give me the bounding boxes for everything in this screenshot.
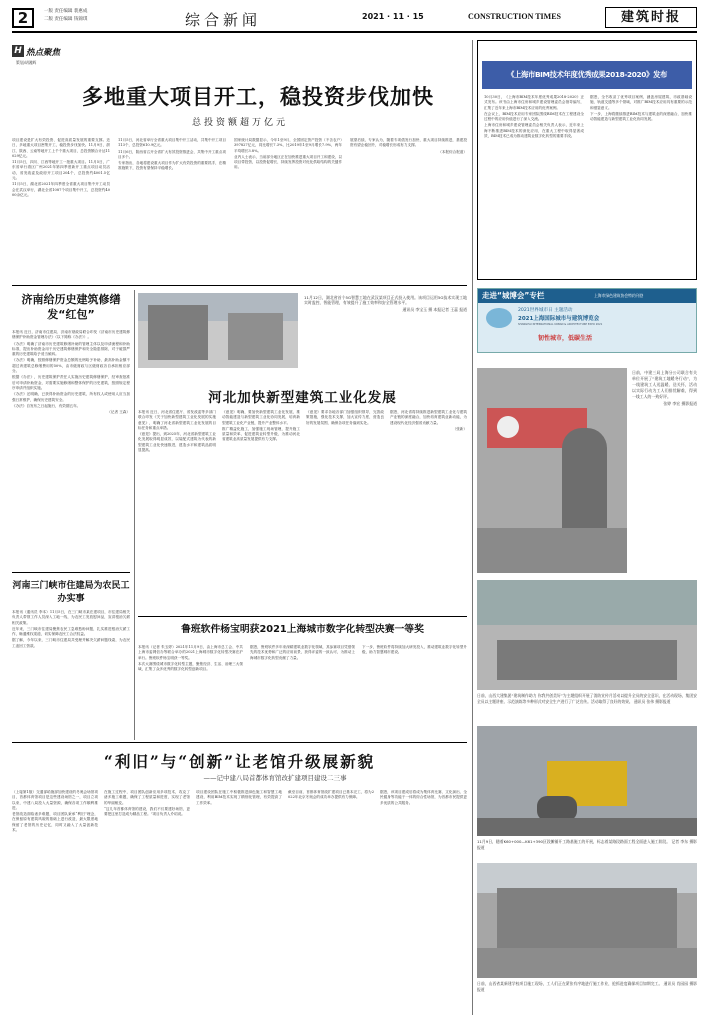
warm-winter-caption: 日前，中建三局上海分公司联合有关单位开展了“建筑工地暖冬行动”，为一线建筑工人送温暖、送关怀，活动以实际行动为工人们排忧解难，得到一线工人的一致好评。 张婷 李宏 摄影报道 (632, 370, 697, 406)
luban-body-col-3: 下一步，鲁班软件将持续加大研发投入，推动建筑业数字化转型升级，助力智慧城市建设。 (362, 645, 467, 655)
editor-line-2: 二版 责任编辑 钱锦琪 (44, 17, 88, 22)
issue-date: 2021 · 11 · 15 (362, 12, 424, 21)
expo-slogan: 韧性城市，低碳生活 (538, 335, 593, 342)
photo-road (477, 818, 697, 836)
roller-caption: 11月9日，随着K60+000—K61+390区段摊铺开工路基施工的开展，标志着某路段路面工程全面进入施工阶段。 记者 李东 摄影报道 (477, 839, 697, 850)
kicker-badge: H (12, 45, 24, 57)
photo-ground (477, 528, 627, 573)
feature-body-col-2: 在施工过程中，项目团队创新应用多项技术，攻克了诸多施工难题，确保了工程质量和进度，实现了老馆的华丽蜕变。 “这几年首都体育馆的建设，我们不仅要建好场馆，更要把这里打造成为精品工程。”项目负责人介绍说。 (104, 790, 190, 817)
expo-event-line-2: 2021上海国际城市与建筑博览会 (518, 316, 600, 322)
jinan-body: 本报讯 近日，济南市住建局、济南市财政局联合印发《济南市历史建筑修缮保护补助资金管理办法》（以下简称《办法》）。 《办法》明确了济南市历史建筑修缮补助的管理主体以及申请流程和补助标准，提出补助资金用于历史建筑修缮保护和安全隐患排除，对于破损严重的历史建筑给予适当倾斜。 《办法》明确，按照修缮保护资金总额的比例给予补助，最高补助金额不超过该建筑总修缮费用的50%，由市级财政与区级财政各自承担相应部分。 根据《办法》，历史建筑保护责任人实施历史建筑修缮保护，经审查批准后可申请补助资金，对需要实施修缮和整体保护的历史建筑，按照规定程序申请并组织实施。 《办法》还明确，已获得补助资金的历史建筑，所有权人或使用人应当加强日常维护，确保历史建筑安全。 《办法》自发布之日起施行，有效期五年。 （记者 王森） (12, 330, 130, 415)
lead-subheadline: 总投资额超万亿元 (192, 118, 289, 128)
roller-credit: 记者 李东 摄影报道 (477, 839, 697, 850)
sanmenxia-headline: 河南三门峡市住建局为农民工办实事 (12, 581, 130, 604)
masthead (0, 0, 708, 33)
luban-body-col-1: 本报讯（记者 朱玉婷）2021年11月9日，由上海市总工会、中共上海市委网信办等联合举办的2021上海城市数字化转型决赛在沪举行。鲁班软件杨宝明获一等奖。 本次大赛围绕城市数字化转型主题，聚焦经济、生活、治理三大领域，汇集了众多优秀的数字化转型创新项目。 (138, 645, 243, 672)
photo-building-2 (228, 313, 283, 360)
expo-event-en: SHANGHAI INTERNATIONAL URBAN & ARCHITECTURE EXPO 2021 (518, 323, 603, 326)
jinan-bottom-rule (12, 572, 130, 573)
feature-top-rule (12, 742, 467, 743)
bim-body-col-1: 10月30日，《上海市BIM技术年度优秀成果2018-2020》正式发布。该书由上海市住房和城乡建设管理委员会指导编写，汇集了近年来上海市BIM技术应用的优秀案例。 在会议上，BIM技术应用专家团队围绕BIM技术在工程建设全过程中的应用价值进行了深入交流。 上海市住房和城乡建设管理委员会相关负责人表示，近年来上海不断推进BIM技术的深化应用，在重大工程中取得显著成效，BIM技术已成为推动建筑业数字化转型的重要手段。 (484, 95, 584, 139)
feature-body-col-3: 项目建设团队在施工中积极推进绿色施工和智慧工地建设，利用BIM技术实现了精细化管理，有效提高了工作效率。 (196, 790, 282, 805)
expo-ad-title: 走进“城博会”专栏 (482, 291, 545, 300)
feature-body-col-1: （上接第1版）交通部给施部加快建设的冬奥会场馆项目，首都体育馆项目是这些建设场馆之一，项目立项以来，中建八局投入大量资源，确保各项工作顺利推进。 老馆改造面临诸多难题，项目团队秉承“利旧”理念，在保留原有建筑风貌的基础上进行改造，最大限度地保留了老馆的历史记忆，同时又融入了大量创新技术。 (12, 790, 98, 833)
shanxi-photo (477, 580, 697, 690)
hebei-body-col-4: 据悉，河北省将持续推进新型建筑工业化与建筑产业链的深度融合，加快培育建筑业新动能，为建设现代化经济强省贡献力量。 （张新） (390, 410, 467, 431)
lead-story (12, 43, 467, 283)
hebei-body-col-3: 《意见》要求各地各部门加强组织领导，完善政策措施，强化技术支撑，加大宣传力度，营造良好的发展氛围，确保各项任务落到实处。 (306, 410, 384, 425)
masthead-rule (12, 31, 697, 33)
bim-body-col-2: 据悉，全书收录了优秀项目案例，涵盖房屋建筑、市政基础设施、轨道交通等多个领域，对推广BIM技术应用具有重要的示范和借鉴意义。 下一步，上海将继续推进BIM技术与建筑业的深度融合，加快推动智能建造与新型建筑工业化协同发展。 (590, 95, 692, 122)
feature-subheadline: ——记中建八局首都体育馆改扩建项目建设二三事 (203, 774, 347, 782)
section-title: 综合新闻 (185, 11, 262, 29)
lead-body-col-4: 展望后续，专家认为，随着专项债发行加快、重大项目持续推进，基建投资有望企稳回升，对稳增长形成有力支撑。 （本报综合报道） (350, 138, 467, 154)
sanmenxia-story (12, 578, 130, 738)
paper-name-en: CONSTRUCTION TIMES (468, 12, 561, 21)
smart-site-credit: 通讯员 李宝玉 摄 本报记者 王蕊 报道 (402, 306, 467, 312)
feature-body-col-5: 据悉，该项目建成后将成为集体育比赛、文化演出、全民健身等功能于一体的综合性场馆，为首都市民提供更多优质的公共服务。 (380, 790, 467, 805)
heart-icon (497, 416, 519, 438)
lead-body-col-3: 国家统计局数据显示，今年1至9月，全国固定资产投资（不含农户）397827亿元，同比增长7.3%，比2019年1至9月增长7.9%，两年平均增长3.8%。 业内人士表示，当前部分地区正在加快推进重大项目开工和建设，以项目带投资，以投资促增长，持续发挥投资对优化供给结构的关键作用。 (234, 138, 342, 170)
hebei-headline: 河北加快新型建筑工业化发展 (208, 390, 397, 406)
feature-body-col-4: 截至目前，首都体育馆改扩建项目已基本完工，将为2022年北京冬奥会的成功举办提供有力保障。 (288, 790, 374, 800)
lead-headline: 多地重大项目开工，稳投资步伐加快 (82, 85, 434, 109)
luban-top-rule (138, 616, 467, 617)
smart-site-caption: 11月12日，湖北省首个5G智慧工地在武汉某项目正式投入使用。该项目运用5G技术实现工地实时监控、智能管理，有效提升了施工效率和安全管理水平。 通讯员 李宝玉 摄 本报记者 王蕊 报道 (304, 295, 467, 312)
lead-body-col-1: 项目建设是扩大有效投资、促进高质量发展的重要支撑。近日，多地重大项目密集开工，稳投资步伐加快。11月9日，浙江、陕西、云南等地开工上千个重大项目，总投资额合计达11029亿元。 11月5日，四川、江西等地开工一批重大项目。11月5日，广东省举行湾区广州2021年第四季度新开工重点项目动员活动，省发改委及政府开工项目204个，总投资约4001.5亿元。 11月5日，湖北省2021年四季度全省重大项目集中开工动员会在武汉举行，湖北全省1087个项目集中开工，总投资约4000余亿元。 (12, 138, 110, 197)
page-number: 2 (17, 9, 29, 27)
photo-school-ground (477, 948, 697, 978)
photo-person (562, 428, 607, 528)
lead-bottom-rule (12, 285, 467, 286)
hebei-body-col-1: 本报讯 近日，河北省住建厅、省发改委等多部门联合印发《关于加快新型建筑工业化发展的实施意见》，明确了河北省新型建筑工业化发展的目标任务和重点举措。 《意见》提出，到2025年，河北省新型建筑工业化发展取得明显成效，以装配式建筑为代表的新型建筑工业化快速推进，建造水平和建筑品质明显提高。 (138, 410, 216, 453)
school-site-caption: 日前，山西省某新建学校项目施工现场，工人们正在紧张有序地进行施工作业，抢抓进度确保项目如期完工。 通讯员 肖园园 摄影报道 (477, 981, 697, 992)
expo-ad (477, 288, 697, 353)
column-divider-right (472, 40, 473, 1015)
bim-story-frame (477, 40, 697, 280)
sanmenxia-body: 本报讯（通讯员 李本）11月5日，在三门峡市某在建项目，市住建局相关负责人带领工作人员深入工地一线，为农民工发放慰问品，宣讲根治欠薪相关政策。 近年来，三门峡市住建局聚焦农民工急难愁盼问题，扎实推进根治欠薪工作，畅通维权渠道，切实保障农民工合法权益。 据了解，今年以来，三门峡市住建局共受理并解决欠薪问题线索，为农民工追回工资款。 (12, 610, 130, 648)
jinan-headline: 济南给历史建筑修缮发“红包” (21, 293, 121, 321)
expo-logo-icon (486, 308, 512, 328)
smart-site-photo (138, 293, 298, 368)
column-divider-left (134, 290, 135, 740)
hebei-source: （张新） (452, 426, 467, 431)
warm-winter-photo (477, 368, 627, 573)
luban-body-col-2: 据悉，鲁班软件多年来深耕建筑业数字化领域，其参赛项目凭借领先的技术优势和广泛的应用前景，获得评委的一致认可，为推动上海城市数字化转型贡献了力量。 (250, 645, 355, 660)
shanxi-caption: 日前，山西大建集团“建筑制作助力 你我共创美好”为主题组织开展了消防宣传月活动以提升全员的安全意识，在活动现场，集团安全员以主题讲座、示范演练等多种形式对安全生产进行了广泛宣传。活动取得了良好的效果。 通讯员 张伟 摄影报道 (477, 693, 697, 704)
shanxi-credit: 通讯员 张伟 摄影报道 (633, 698, 671, 704)
road-roller-photo (477, 726, 697, 836)
paper-name-cn: 建筑时报 (620, 10, 681, 25)
school-site-credit: 通讯员 肖园园 摄影报道 (477, 981, 697, 992)
jinan-story (12, 290, 130, 570)
luban-headline: 鲁班软件杨宝明获2021上海城市数字化转型决赛一等奖 (181, 624, 424, 635)
expo-event-line-1: 2021世界城市日 主题活动 (518, 308, 573, 313)
photo-shanxi-building (477, 580, 697, 625)
photo-building (148, 305, 208, 360)
photo-shanxi-crowd (497, 640, 677, 680)
editor-line-1: 一版 责任编辑 裴惠成 (44, 9, 88, 14)
expo-ad-subtitle: 上海市绿色建筑协会特约刊登 (594, 293, 644, 298)
lead-body-col-2: 11月5日，河北省举行全省重大项目集中开工活动，共集中开工项目113个，总投资610.9亿元。 11月6日，陕西省召开全省扩大有效投资推进会，共集中开工重点项目多个。 专家指出，各地将建设重大项目作为扩大有效投资的重要抓手，在精准施策下，投资有望保持平稳增长。 (118, 138, 226, 171)
jinan-reporter: （记者 王森） (107, 410, 130, 415)
warm-winter-credit: 张婷 李宏 摄影报道 (663, 401, 697, 406)
kicker: 热点聚焦 (26, 48, 61, 58)
feature-headline: “利旧”与“创新”让老馆升级展新貌 (103, 752, 376, 771)
bim-headline: 《上海市BIM技术年度优秀成果2018-2020》发布 (506, 70, 667, 79)
photo-school-frame (497, 888, 677, 948)
school-site-photo (477, 863, 697, 978)
hebei-body-col-2: 《意见》明确，要加快新型建筑工业化发展，推动智能建造与新型建筑工业化协同发展，培育新型建筑工业化产业链，提升产业整体水平。 推广精益化施工，加强施工现场管理，提升施工质量和效率，促进建筑业转型升级，为推动河北省建筑业高质量发展提供有力支撑。 (222, 410, 300, 442)
lead-editor: 策划/胡湘辉 (16, 60, 37, 65)
lead-source: （本报综合报道） (438, 149, 467, 154)
